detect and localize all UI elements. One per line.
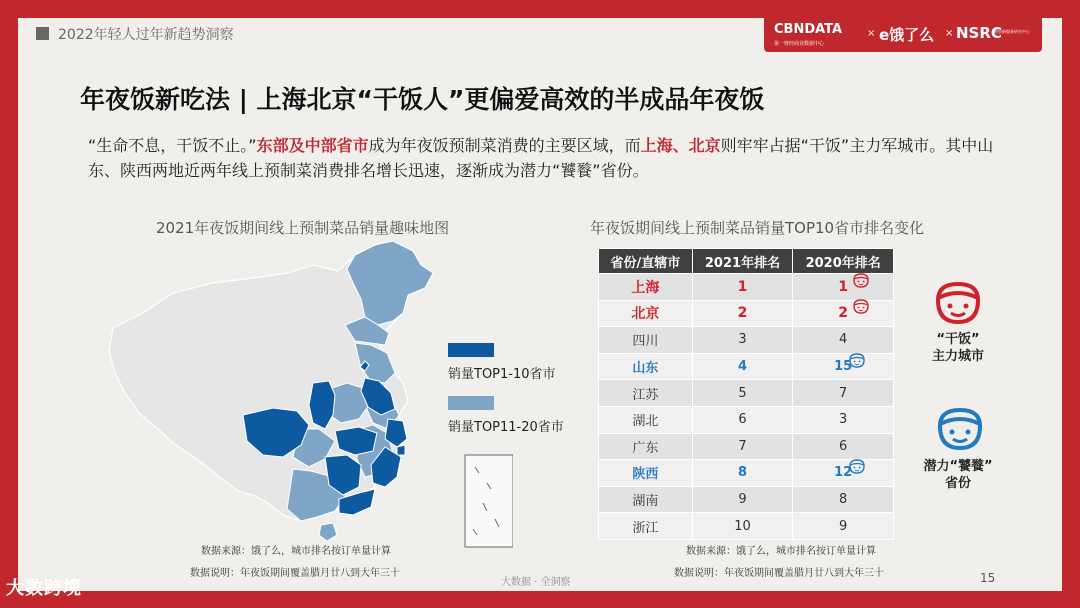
- intro-text: “生命不息，干饭不止。”: [88, 136, 257, 155]
- map-data-note: 数据说明：年夜饭期间覆盖腊月廿八到大年三十: [190, 568, 400, 579]
- table-header-row: [599, 249, 894, 274]
- ganfan-label: [922, 331, 994, 365]
- ganfan-label-line: 主力城市: [931, 349, 984, 364]
- province-cell: 北京: [599, 300, 693, 327]
- page-number: 15: [980, 571, 996, 585]
- ranking-table: [598, 248, 894, 540]
- table-row: [599, 433, 894, 460]
- slide: [18, 18, 1062, 591]
- footer-slogan: 大数据 · 全洞察: [501, 577, 571, 588]
- nsrc-logo: NSRC: [956, 24, 1002, 42]
- rank-2020-value: 2: [838, 305, 849, 322]
- table-row: [599, 486, 894, 513]
- intro-highlight: 上海、北京: [640, 136, 721, 155]
- table-row: [599, 406, 894, 433]
- rank-2021-cell: 3: [692, 327, 793, 354]
- rank-2020-value: 8: [839, 492, 848, 508]
- header-square-icon: [36, 27, 49, 40]
- taotie-face-icon: [934, 406, 986, 452]
- province-cell: 四川: [599, 327, 693, 354]
- rank-2020-cell: [793, 460, 894, 487]
- rank-2020-cell: [793, 274, 894, 301]
- china-map: [103, 233, 513, 553]
- rank-2020-cell: [793, 486, 894, 513]
- rank-2020-value: 3: [839, 412, 848, 428]
- eleme-logo: e饿了么: [879, 26, 935, 44]
- legend-label-top11-20: 销量TOP11-20省市: [448, 420, 564, 435]
- rank-2020-cell: [793, 433, 894, 460]
- rank-2020-cell: [793, 327, 894, 354]
- map-region-top1-10: [397, 445, 405, 455]
- cbndata-sub: 第一财经商业数据中心: [774, 41, 825, 47]
- taotie-label: [916, 458, 1000, 492]
- rank-2020-cell: [793, 300, 894, 327]
- column-header: 2020年排名: [793, 249, 894, 274]
- map-title: 2021年夜饭期间线上预制菜品销量趣味地图: [156, 219, 450, 237]
- column-header: 省份/直辖市: [599, 249, 693, 274]
- rank-2021-cell: 1: [692, 274, 793, 301]
- table-title: 年夜饭期间线上预制菜品销量TOP10省市排名变化: [590, 219, 925, 237]
- table-row: [599, 353, 894, 380]
- province-cell: 山东: [599, 353, 693, 380]
- rank-2020-value: 7: [839, 385, 848, 401]
- rank-2020-cell: [793, 353, 894, 380]
- page-title: 年夜饭新吃法 | 上海北京“干饭人”更偏爱高效的半成品年夜饭: [80, 85, 765, 114]
- intro-paragraph: [88, 133, 1008, 183]
- table-data-note: 数据说明：年夜饭期间覆盖腊月廿八到大年三十: [674, 568, 884, 579]
- province-cell: 湖南: [599, 486, 693, 513]
- intro-highlight: 东部及中部省市: [256, 136, 369, 155]
- table-row: [599, 300, 894, 327]
- legend-label-top1-10: 销量TOP1-10省市: [448, 367, 556, 382]
- table-row: [599, 380, 894, 407]
- rank-2021-cell: 6: [692, 406, 793, 433]
- province-cell: 江苏: [599, 380, 693, 407]
- rank-2021-cell: 4: [692, 353, 793, 380]
- ganfan-face-icon: [932, 280, 984, 326]
- rank-2020-value: 1: [838, 278, 849, 295]
- map-inset-box: [465, 455, 513, 547]
- rank-2020-value: 4: [839, 332, 848, 348]
- legend-swatch-top1-10: [448, 343, 494, 357]
- map-region-top11-20: [319, 523, 337, 541]
- table-data-source: 数据来源：饿了么，城市排名按订单量计算: [686, 546, 876, 557]
- rank-2020-cell: [793, 406, 894, 433]
- rank-2021-cell: 7: [692, 433, 793, 460]
- times-sign: ×: [945, 28, 954, 39]
- taotie-label-line: 潜力“饕餮”: [923, 459, 993, 474]
- cbndata-logo: CBNDATA: [774, 22, 843, 37]
- nsrc-sub: 阿里新服务研究中心: [994, 29, 1030, 34]
- rank-2020-cell: [793, 513, 894, 540]
- red-face-icon: [852, 299, 870, 314]
- watermark: 大数跨境: [6, 578, 82, 599]
- province-cell: 浙江: [599, 513, 693, 540]
- rank-2021-cell: 8: [692, 460, 793, 487]
- province-cell: 广东: [599, 433, 693, 460]
- ganfan-label-line: “干饭”: [936, 332, 980, 347]
- blue-face-icon: [848, 459, 866, 474]
- rank-2021-cell: 10: [692, 513, 793, 540]
- taotie-label-line: 省份: [944, 476, 971, 491]
- map-data-source: 数据来源：饿了么，城市排名按订单量计算: [201, 546, 391, 557]
- rank-2020-value: 6: [839, 438, 848, 454]
- times-sign: ×: [867, 28, 876, 39]
- province-cell: 上海: [599, 274, 693, 301]
- blue-face-icon: [848, 353, 866, 368]
- rank-2020-value: 9: [839, 518, 848, 534]
- breadcrumb: 2022年轻人过年新趋势洞察: [58, 27, 234, 43]
- table-row: [599, 274, 894, 301]
- rank-2021-cell: 2: [692, 300, 793, 327]
- rank-2020-cell: [793, 380, 894, 407]
- province-cell: 湖北: [599, 406, 693, 433]
- intro-text: 成为年夜饭预制菜消费的主要区域，而: [368, 136, 641, 155]
- red-face-icon: [852, 273, 870, 288]
- table-row: [599, 513, 894, 540]
- table-row: [599, 327, 894, 354]
- rank-2021-cell: 9: [692, 486, 793, 513]
- rank-2020-value: 15: [834, 359, 853, 375]
- table-row: [599, 460, 894, 487]
- column-header: 2021年排名: [692, 249, 793, 274]
- rank-2020-value: 12: [834, 465, 853, 481]
- legend-swatch-top11-20: [448, 396, 494, 410]
- intro-text: 则牢牢占据“干饭”主力军城市。其中山东、陕西两地近两年线上预制菜消费排名增长迅速，逐渐成为潜力“饕餮”省份。: [88, 136, 994, 180]
- rank-2021-cell: 5: [692, 380, 793, 407]
- province-cell: 陕西: [599, 460, 693, 487]
- partner-logos: [764, 18, 1042, 52]
